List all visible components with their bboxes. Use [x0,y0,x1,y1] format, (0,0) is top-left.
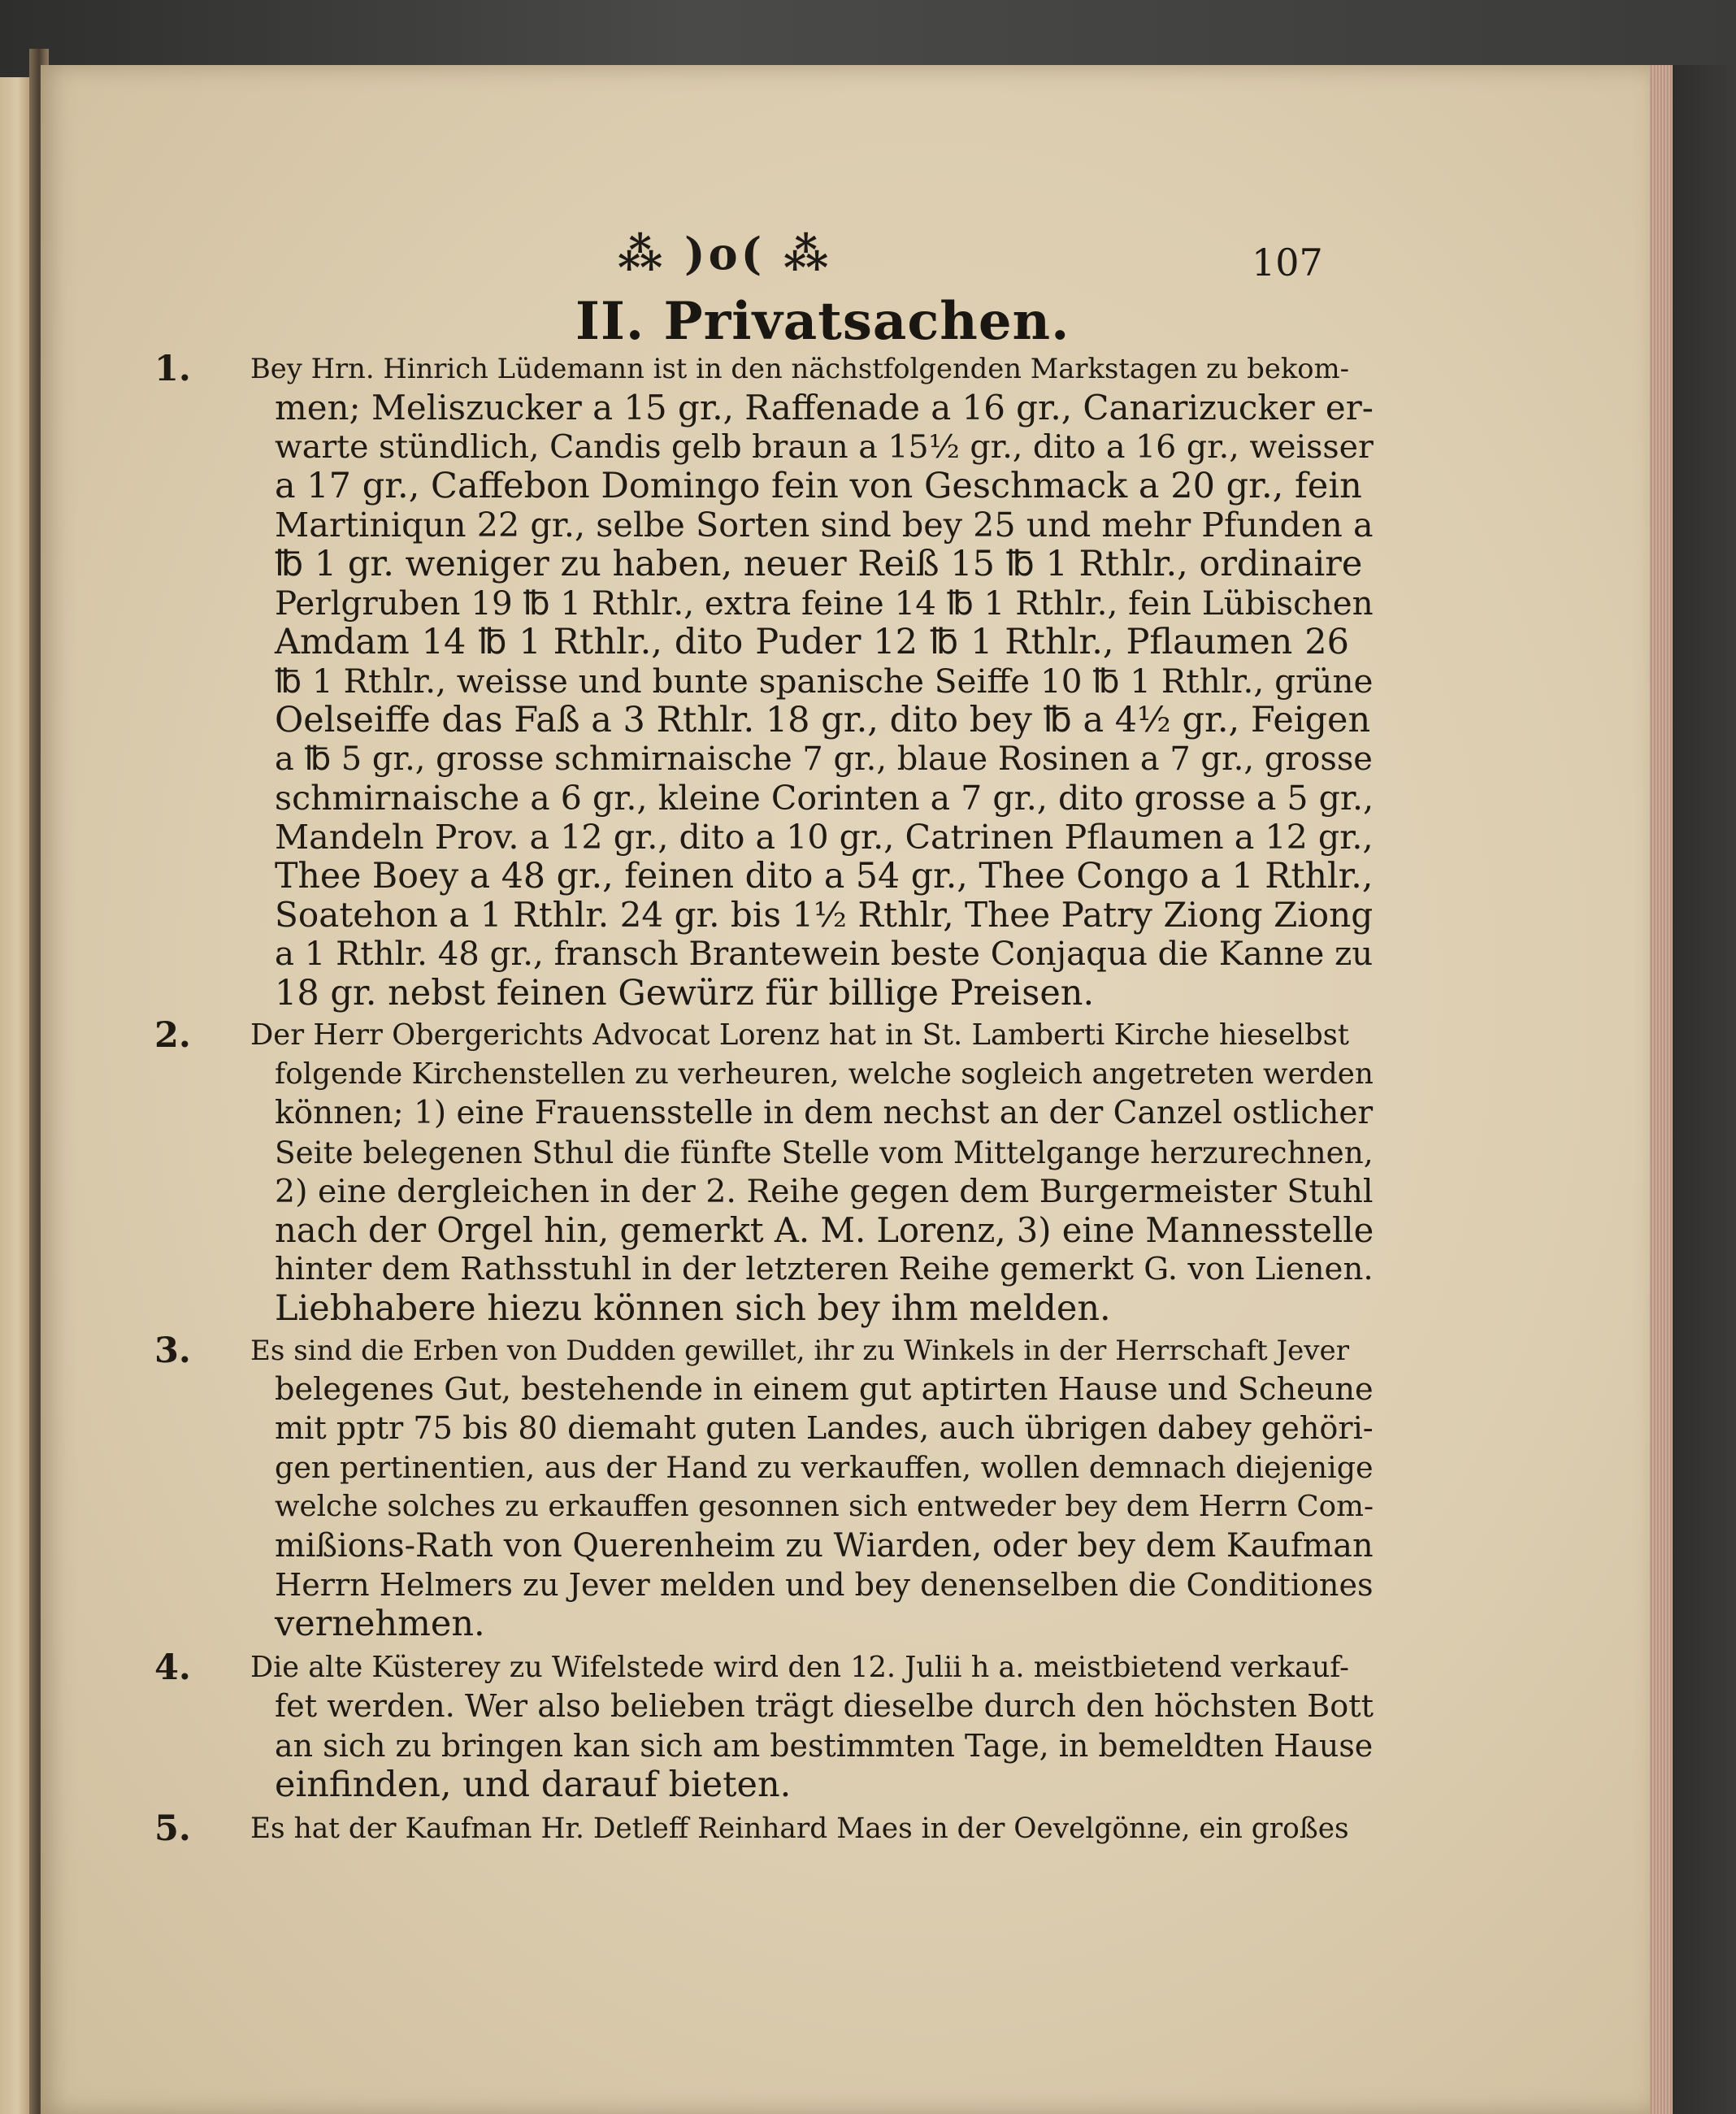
text-line: Bey Hrn. Hinrich Lüdemann ist in den nächstfolgenden Markstagen zu bekom- [250,353,1349,384]
page-number: 107 [1252,241,1323,284]
text-line: Perlgruben 19 ℔ 1 Rthlr., extra feine 14 ℔ 1 Rthlr., fein Lübischen [275,584,1374,623]
text-line: Martiniqun 22 gr., selbe Sorten sind bey 25 und mehr Pfunden a [275,506,1374,545]
text-line: mißions-Rath von Querenheim zu Wiarden, oder bey dem Kaufman [275,1527,1374,1565]
text-line: können; 1) eine Frauensstelle in dem nechst an der Canzel ostlicher [275,1095,1374,1131]
text-line: a 17 gr., Caffebon Domingo fein von Geschmack a 20 gr., fein [275,466,1362,506]
text-line: men; Meliszucker a 15 gr., Raffenade a 16 gr., Canarizucker er- [275,388,1374,428]
text-line: mit pptr 75 bis 80 diemaht guten Landes, auch übrigen dabey gehöri- [275,1411,1374,1447]
text-line: Oelseiffe das Faß a 3 Rthlr. 18 gr., dito bey ℔ a 4½ gr., Feigen [275,700,1371,740]
text-line: einfinden, und darauf bieten. [275,1765,792,1805]
text-line: welche solches zu erkauffen gesonnen sich entweder bey dem Herrn Com- [275,1490,1374,1523]
entry-number: 1. [154,349,191,389]
text-line: 18 gr. nebst feinen Gewürz für billige Preisen. [275,973,1095,1014]
text-line: Der Herr Obergerichts Advocat Lorenz hat in St. Lamberti Kirche hieselbst [250,1018,1349,1052]
text-line: ℔ 1 Rthlr., weisse und bunte spanische Seiffe 10 ℔ 1 Rthlr., grüne [275,662,1374,701]
entry-3 [154,1330,1374,1644]
text-line: Die alte Küsterey zu Wifelstede wird den 12. Julii h a. meistbietend verkauf- [250,1651,1349,1684]
text-line: Soatehon a 1 Rthlr. 24 gr. bis 1½ Rthlr, Thee Patry Ziong Ziong [275,895,1374,935]
text-line: Amdam 14 ℔ 1 Rthlr., dito Puder 12 ℔ 1 Rthlr., Pflaumen 26 [275,622,1349,662]
text-line: vernehmen. [275,1604,485,1644]
text-line: Seite belegenen Sthul die fünfte Stelle vom Mittelgange herzurechnen, [275,1135,1374,1170]
text-line: nach der Orgel hin, gemerkt A. M. Lorenz, 3) eine Mannesstelle [275,1210,1374,1250]
text-line: Herrn Helmers zu Jever melden und bey denenselben die Conditiones [275,1567,1374,1603]
entry-2 [154,1015,1374,1329]
entry-5 [154,1809,1349,1848]
text-line: schmirnaische a 6 gr., kleine Corinten a 7 gr., dito grosse a 5 gr., [275,779,1374,818]
text-line: folgende Kirchenstellen zu verheuren, welche sogleich angetreten werden [275,1057,1374,1091]
text-line: warte stündlich, Candis gelb braun a 15½ gr., dito a 16 gr., weisser [275,428,1374,466]
text-line: a 1 Rthlr. 48 gr., fransch Brantewein beste Conjaqua die Kanne zu [275,935,1374,973]
text-line: Liebhabere hiezu können sich bey ihm melden. [275,1288,1111,1329]
entry-number: 2. [154,1015,191,1056]
text-line: Es sind die Erben von Dudden gewillet, ihr zu Winkels in der Herrschaft Jever [250,1335,1349,1367]
text-line: hinter dem Rathsstuhl in der letzteren Reihe gemerkt G. von Lienen. [275,1251,1374,1287]
entry-number: 4. [154,1647,191,1688]
section-title: II. Privatsachen. [575,291,1070,352]
text-line: Es hat der Kaufman Hr. Detleff Reinhard Maes in der Oevelgönne, ein großes [250,1812,1349,1845]
entry-number: 5. [154,1808,191,1849]
text-line: a ℔ 5 gr., grosse schmirnaische 7 gr., blaue Rosinen a 7 gr., grosse [275,740,1373,778]
entry-number: 3. [154,1330,191,1371]
text-line: ℔ 1 gr. weniger zu haben, neuer Reiß 15 ℔ 1 Rthlr., ordinaire [275,544,1363,584]
entry-4 [154,1647,1374,1805]
entry-1 [154,349,1374,1014]
body-text [154,349,1374,1849]
text-line: Mandeln Prov. a 12 gr., dito a 10 gr., Catrinen Pflaumen a 12 gr., [275,818,1374,857]
text-line: gen pertinentien, aus der Hand zu verkauffen, wollen demnach diejenige [275,1450,1374,1485]
running-head: ⁂ )o( ⁂ [618,228,832,280]
text-line: an sich zu bringen kan sich am bestimmten Tage, in bemeldten Hause [275,1728,1374,1764]
text-line: Thee Boey a 48 gr., feinen dito a 54 gr., Thee Congo a 1 Rthlr., [275,856,1374,896]
text-line: 2) eine dergleichen in der 2. Reihe gegen dem Burgermeister Stuhl [275,1173,1374,1210]
page-stack-edge [1650,65,1673,2114]
text-line: belegenes Gut, bestehende in einem gut aptirten Hause und Scheune [275,1371,1374,1408]
page-edge-shadow [1673,65,1736,2114]
text-line: fet werden. Wer also belieben trägt dieselbe durch den höchsten Bott [275,1689,1374,1725]
facing-page-edge [0,77,29,2114]
